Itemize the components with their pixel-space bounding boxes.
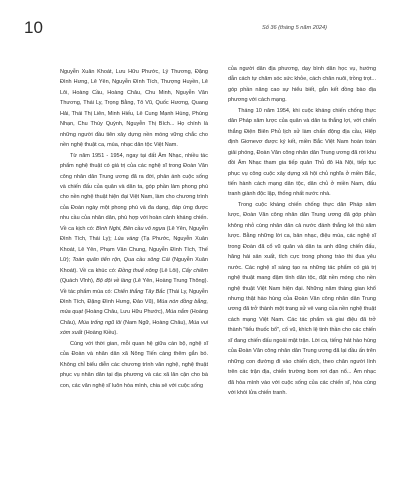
text-run: (Nam Ngữ, Hoàng Châu), (121, 319, 189, 326)
work-title: Lúa vàng (114, 236, 139, 243)
work-title: Bình Nghi, Bên cầu vô ngựa (95, 225, 166, 232)
work-title: Toàn quân tiến rộn, Qua cầu sông Cái (72, 257, 170, 264)
paragraph: Trong cuộc kháng chiến chống thực dân Pháp xâm lược, Đoàn Văn công nhân dân Trung ương đã góp phần không nhỏ cùng nhân dân cả nước đánh thắng kẻ thù xâm lược. Bằng những lời ca, bản nhạc, điệu múa, các nghệ sĩ trong Đoàn đã cổ vũ quân và dân ta anh dũng chiến đấu, hăng hái sản xuất, tích cực trong phong trào thi đua yêu nước. Các nghệ sĩ sáng tạo ra những tác phẩm có giá trị nghệ thuật mang đậm tính dân tộc, đặt nền móng cho nền nghệ thuật Việt Nam hiện đại. Những năm tháng gian khổ nhưng thật hào hùng của Đoàn Văn công nhân dân Trung ương đã trở thành một trang sử vẻ vang của nền nghệ thuật cách mạng Việt Nam. Các tác phẩm và giai điệu đã trở thành "tiếu thuốc bổ", cổ vũ, khích lệ tinh thần cho các chiến sĩ đang chiến đấu ngoài mặt trận. Lời ca, tiếng hát hào hùng của Đoàn Văn công nhân dân Trung ương đã lại đầu ấn trên những con đường đi vào chiến dịch, theo chân người lính trên các trận địa, chiến trường bom rơi đạn nổ... Âm nhạc đã hòa mình vào với cuộc sống của các chiến sĩ, hòa cùng với khói lửa chiến tranh. (228, 201, 376, 397)
paragraph: Nguyễn Xuân Khoát, Lưu Hữu Phước, Lý Thương, Đặng Đình Hưng, Lê Yên, Nguyễn Đình Tích, Thượng Huyền, Lê Lôi, Hoàng Cầu, Hoàng Châu, Chu Minh, Nguyễn Văn Thương, Thái Ly, Trọng Bằng, Tô Vũ, Quốc Hương, Quang Hải, Thái Thị Liên, Minh Hiếu, Lê Cung Mạnh Hùng, Phùng Nhạn, Chu Thúy Quỳnh, Nguyễn Thị Bích... Họ chính là những người đầu tiên xây dựng nền móng vững chắc cho nền nghệ thuật ca, múa, nhạc dân tộc Việt Nam. (60, 69, 208, 149)
paragraph: Tháng 10 năm 1954, khi cuộc kháng chiến chống thực dân Pháp xâm lược của quân và dân ta thắng lợi, với chiến thắng Điện Biên Phủ lịch sử làm chấn động địa cầu, Hiệp định Giơnevơ được ký kết, miền Bắc Việt Nam hoàn toàn giải phóng, Đoàn Văn công nhân dân Trung ương đã rời khu đồi Âm Nhạc tham gia tiếp quản Thủ đô Hà Nội, tiếp tục phục vụ công cuộc xây dựng xã hội chủ nghĩa ở miền Bắc, tiến hành cách mạng dân tộc, dân chủ ở miền Nam, đấu tranh giành độc lập, thống nhất nước nhà. (228, 107, 376, 198)
work-title: Múa nắm (165, 309, 189, 316)
text-run: (Hoàng Châu, Lưu Hữu Phước), (82, 309, 166, 316)
text-run: Từ năm 1951 - 1954, ngay tại đất Âm Nhạc, nhiều tác phẩm nghệ thuật có giá trị của các nghệ sĩ trong Đoàn Văn công nhân dân Trung ương đã ra đời, phản ánh cuộc sống và chiến đấu của quân và dân ta, góp phần làm phong phú cho nền nghệ thuật hiện đại Việt Nam, làm cho chương trình của Đoàn ngày một phong phú và đa dạng, đáp ứng được nhu cầu của nhân dân, phù hợp với hoàn cảnh kháng chiến. Về ca kịch có: (60, 152, 208, 232)
text-run: (Hoàng Kiều). (82, 330, 118, 337)
work-title: Chiến thắng Tây Bắc (113, 288, 166, 295)
text-run: (Nguyễn Xuân Khoát). Về ca khúc có: (60, 257, 208, 274)
text-run: (Thái Ly, Nguyễn Đình Tích, Đặng Đình Hưng, Đảo Vũ), (60, 288, 209, 305)
page-number: 10 (24, 18, 43, 37)
work-title: Múa trống ngũ lôi (78, 319, 122, 326)
work-title: Múa vui xóm xuất (60, 319, 209, 337)
work-title: Bộ đội về làng (96, 278, 132, 285)
text-run: (Lê Yên, Hoàng Trung Thông). Về tác phẩm múa có: (60, 278, 209, 295)
text-run: (Tạ Phước, Nguyễn Xuân Khoát, Lê Yên, Phạm Văn Chung, Nguyễn Đình Tích, Thế Lữ); (60, 236, 208, 264)
issue-label: Số 36 (tháng 5 năm 2024) (262, 25, 327, 31)
paragraph: của người dân địa phương, dạy bình dân học vụ, hướng dẫn cách tự chăm sóc sức khỏe, cách chăn nuôi, trồng trọt... góp phần nâng cao sự hiểu biết, gắn kết đồng bào địa phương với cách mạng. (228, 66, 376, 104)
text-run: (Hoàng Châu), (60, 309, 208, 326)
text-run: (Quách Vĩnh), (60, 278, 97, 285)
work-title: Cấy chiêm (181, 267, 208, 274)
work-title: Múa nón đồng bằng, múa quạt (60, 298, 208, 316)
paragraph (60, 151, 208, 339)
article-column-right (228, 64, 376, 399)
article-column-left (60, 67, 208, 391)
text-run: (Lê Yên, Nguyễn Đình Tích, Thái Ly); (60, 225, 208, 243)
paragraph: Cùng với thời gian, mỗi quan hệ giữa cán bộ, nghệ sĩ của Đoàn và nhân dân xã Nông Tiến càng thêm gắn bó. Không chỉ biểu diễn các chương trình văn nghệ, nghệ thuật phục vụ nhân dân tại địa phương và các xã lân cận cho bà con, các văn nghệ sĩ luôn hòa mình, chia sẻ với cuộc sống (60, 340, 208, 389)
work-title: Đồng thuế nông (118, 267, 158, 274)
text-run: (Lê Lôi), (157, 267, 182, 274)
